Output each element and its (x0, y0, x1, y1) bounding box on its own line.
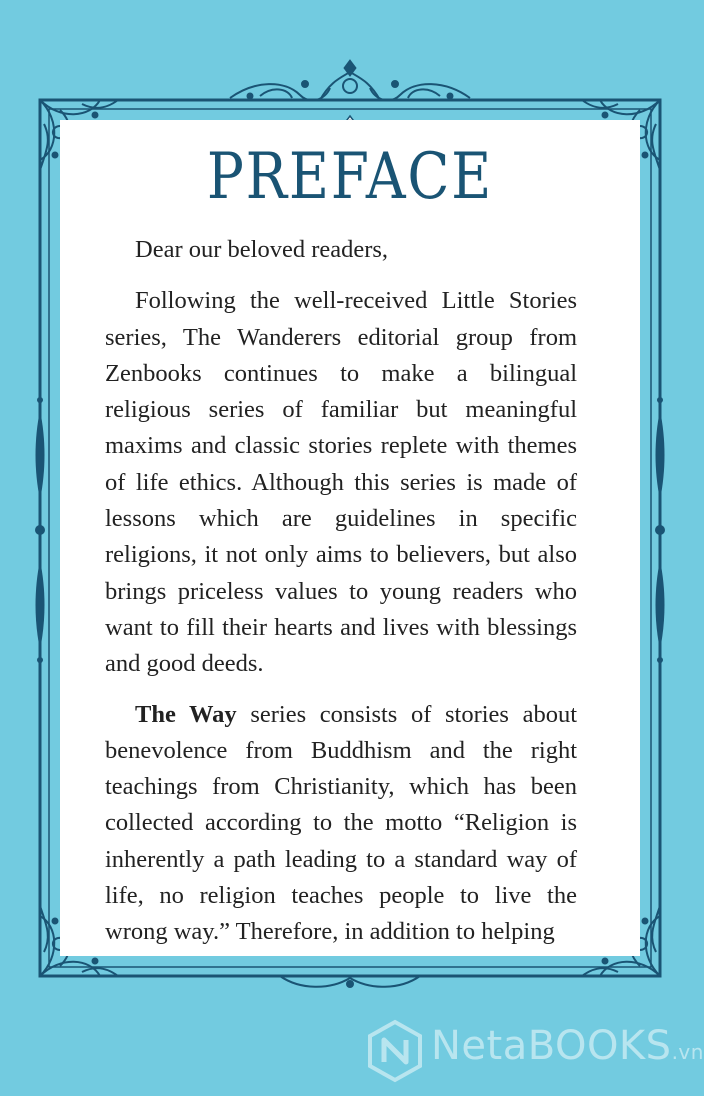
preface-body (105, 232, 577, 951)
netabooks-watermark (365, 1018, 704, 1088)
netabooks-logo-icon (365, 1018, 425, 1084)
watermark-text (431, 1023, 704, 1069)
series-name: The Way (135, 700, 237, 728)
watermark-brand: NetaBOOKS (431, 1023, 672, 1069)
page-title: PREFACE (206, 140, 494, 214)
watermark-suffix: .vn (671, 1040, 704, 1064)
paragraph-2 (105, 697, 577, 951)
greeting-line: Dear our beloved readers, (135, 236, 389, 263)
paragraph-1: Following the well-received Little Stories series, The Wanderers editorial group from Zenbooks continues to make a bilingual religious series of familiar but meaningful maxims and classic stories replete with themes of life ethics. Although this series is made of lessons which are guidelines in specific religions, it not only aims to believers, but also brings priceless values to young readers who want to fill their hearts and lives with blessings and good deeds. (105, 287, 577, 678)
bottom-ornament-icon (280, 976, 420, 987)
paragraph-2-text: series consists of stories about benevolence from Buddhism and the right teachings from Christianity, which has been collected according to the motto “Religion is inherently a path leading to a standard way of life, no religion teaches people to live the wrong way.” Therefore, in addition to helping (105, 700, 578, 946)
